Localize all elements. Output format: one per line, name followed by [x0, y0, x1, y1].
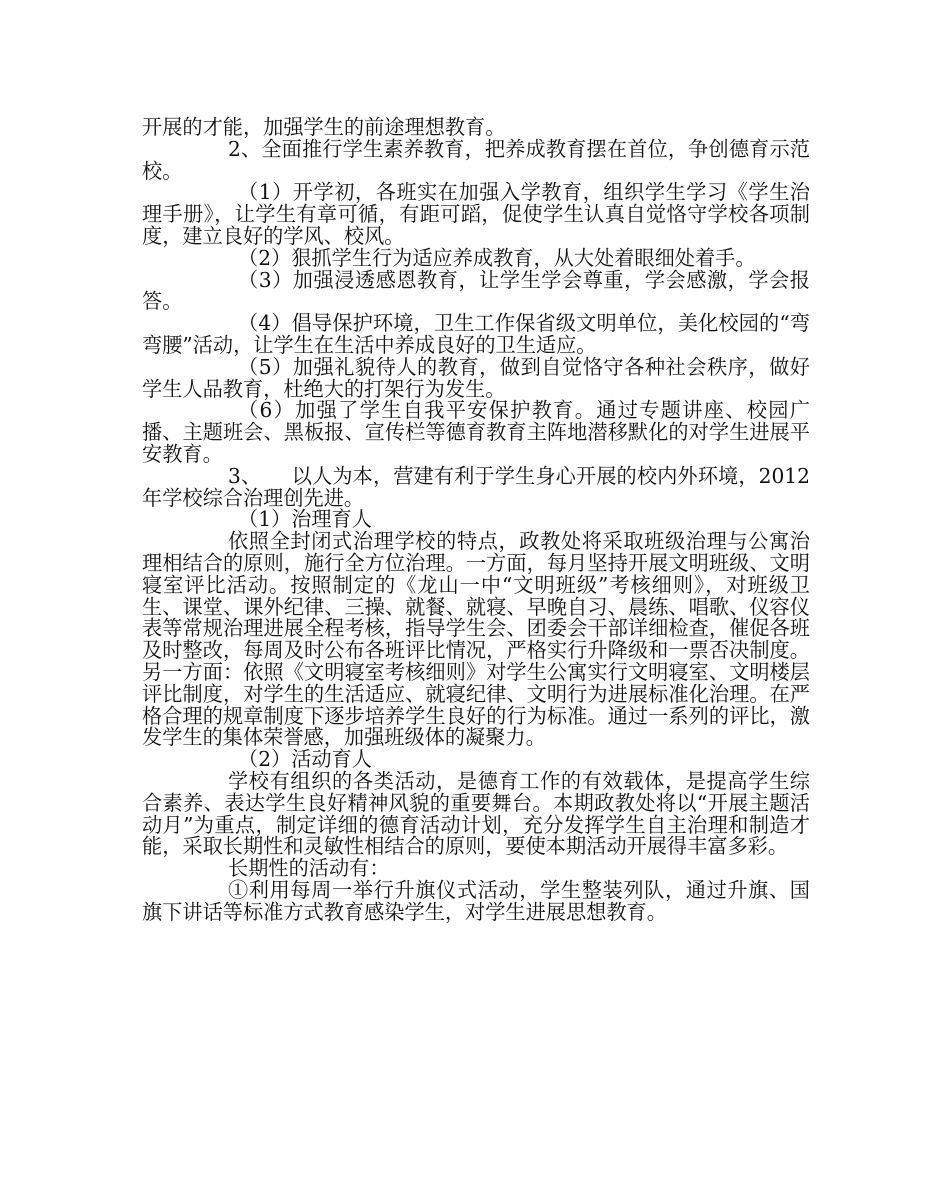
- paragraph-7: （5）加强礼貌待人的教育，做到自觉恪守各种社会秩序，做好学生人品教育，杜绝大的打架行为发生。: [142, 354, 810, 401]
- paragraph-1: 开展的才能，加强学生的前途理想教育。: [142, 115, 506, 139]
- paragraph-5: （3）加强浸透感恩教育，让学生学会尊重，学会感激，学会报答。: [142, 267, 810, 314]
- paragraph-6: （4）倡导保护环境，卫生工作保省级文明单位，美化校园的“弯弯腰”活动，让学生在生活中养成良好的卫生适应。: [142, 311, 810, 357]
- paragraph-15: ①利用每周一举行升旗仪式活动，学生整装列队，通过升旗、国旗下讲话等标准方式教育感染学生，对学生进展思想教育。: [142, 877, 810, 924]
- paragraph-2: 2、全面推行学生素养教育，把养成教育摆在首位，争创德育示范校。: [142, 136, 810, 183]
- document-page: [142, 117, 810, 923]
- paragraph-8: （6）加强了学生自我平安保护教育。通过专题讲座、校园广播、主题班会、黑板报、宣传栏等德育教育主阵地潜移默化的对学生进展平安教育。: [142, 398, 810, 466]
- paragraph-9: 3、 以人为本，营建有利于学生身心开展的校内外环境，2012年学校综合治理创先进。: [142, 463, 810, 510]
- paragraph-4: （2）狠抓学生行为适应养成教育，从大处着眼细处着手。: [238, 245, 756, 270]
- paragraph-14: 长期性的活动有：: [228, 856, 390, 881]
- heading-management-education: （1）治理育人: [238, 507, 372, 532]
- paragraph-11: 依照全封闭式治理学校的特点，政教处将采取班级治理与公寓治理相结合的原则，施行全方位治理。一方面，每月坚持开展文明班级、文明寝室评比活动。按照制定的《龙山一中“文明班级”考核细则》，对班级卫生、课堂、课外纪律、三操、就餐、就寝、早晚自习、晨练、唱歌、仪容仪表等常规治理进展全程考核，指导学生会、团委会干部详细检查，催促各班及时整改，每周及时公布各班评比情况，严格实行升降级和一票否决制度。另一方面：依照《文明寝室考核细则》对学生公寓实行文明寝室、文明楼层评比制度，对学生的生活适应、就寝纪律、文明行为进展标准化治理。在严格合理的规章制度下逐步培养学生良好的行为标准。通过一系列的评比，激发学生的集体荣誉感，加强班级体的凝聚力。: [142, 529, 810, 750]
- paragraph-13: 学校有组织的各类活动，是德育工作的有效载体，是提高学生综合素养、表达学生良好精神风貌的重要舞台。本期政教处将以“开展主题活动月”为重点，制定详细的德育活动计划，充分发挥学生自主治理和制造才能，采取长期性和灵敏性相结合的原则，要使本期活动开展得丰富多彩。: [142, 768, 810, 859]
- heading-activity-education: （2）活动育人: [238, 747, 372, 772]
- paragraph-3: （1）开学初，各班实在加强入学教育，组织学生学习《学生治理手册》，让学生有章可循，有距可蹈，促使学生认真自觉恪守学校各项制度，建立良好的学风、校风。: [142, 180, 810, 248]
